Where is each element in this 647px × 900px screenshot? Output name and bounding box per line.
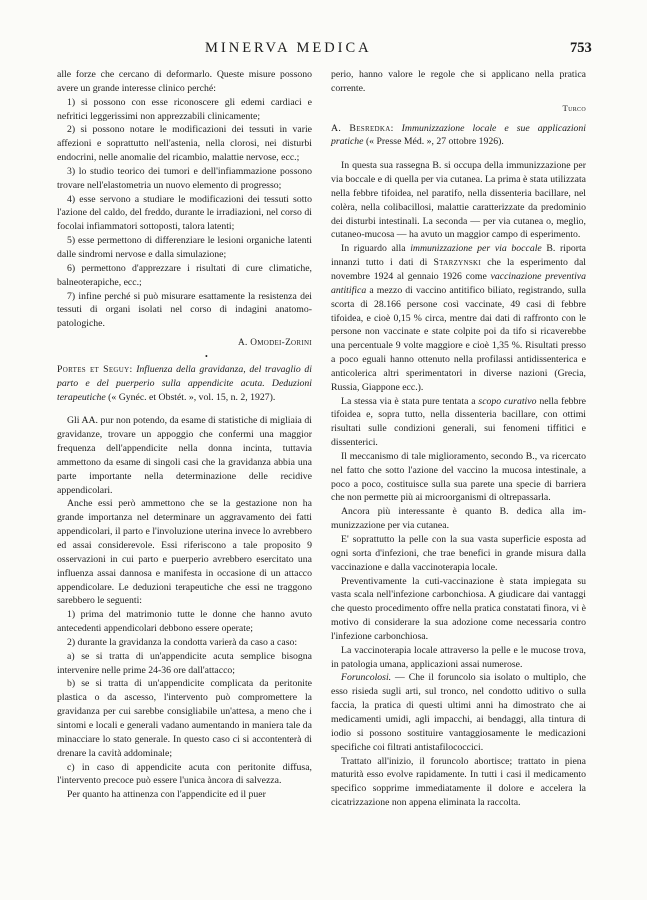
author-signature: A. Omodei-Zorini — [237, 338, 312, 349]
article-reference: (« Gynéc. et Obstét. », vol. 15, n. 2, 1927). — [108, 391, 276, 403]
list-item: 4) esse servono a studiare le modificazioni dei tessuti sotto l'azione del caldo, del freddo, durante le irradiazioni, nel corso di focolai infiammatori sottoposti, talora latenti; — [57, 193, 312, 233]
paragraph: La vaccinoterapia locale attraverso la pelle e le mucose trova, in patologia umana, applicazioni assai numerose. — [331, 644, 586, 670]
list-item: 3) lo studio teorico dei tumori e dell'infiammazione possono trovare nell'elastometria un nuovo elemento di progresso; — [57, 165, 312, 191]
article-title: Immunizzazione locale e sue applicazioni pratiche — [331, 122, 586, 148]
list-item: c) in caso di appendicite acuta con peritonite diffusa, l'intervento precoce può essere l'unica àncora di salvezza. — [57, 761, 312, 787]
list-item: 6) permettono d'apprezzare i risultati di cure climatiche, balneoterapiche, ecc.; — [57, 262, 312, 288]
list-item: 5) esse permettono di differenziare le lesioni organiche latenti dalle sindromi nervose e dalla simulazione; — [57, 235, 312, 260]
paragraph: Foruncolosi. — Che il foruncolo sia isolato o multiplo, che esso risieda sugli arti, sul tronco, nel condotto uditivo o sulla faccia, la pratica di questi ultimi anni ha dimostrato che ai medicamenti umidi, agli impacchi, ai bendaggi, alla tintura di iodio si possono sostituire vantaggiosamente le medicazioni specifiche coi filtrati antistafilococcici. — [331, 672, 586, 753]
print-speck: • — [205, 352, 208, 361]
paragraph: La stessa via è stata pure tentata a scopo curativo nella febbre tifoidea e, sopra tutto, nella dissenteria bacillare, con ottimi risultati sulle condizioni generali, sui fenomeni tiffitici e dissenterici. — [331, 395, 586, 449]
article-reference: (« Presse Méd. », 27 ottobre 1926). — [365, 136, 504, 148]
paragraph: Anche essi però ammettono che se la gestazione non ha grande importanza nel determinare un aggravamento dei fatti appendicolari, il parto e l'involuzione uterina invece lo avrebbero ed assai considerevole. Essi riferiscono a tale proposito 9 osservazioni in cui parto e puerperio avrebbero esercitato una influenza assai dannosa e manifesta in occasione di un attacco appendicolare. Le deduzioni terapeutiche che essi ne traggono sarebbero le seguenti: — [57, 498, 312, 607]
list-item: 1) si possono con esse riconoscere gli edemi cardiaci e nefritici leggerissimi non apprezzabili clinicamente; — [57, 96, 312, 122]
list-item: a) se si tratta di un'appendicite acuta semplice bisogna intervenire nelle prime 24-36 ore dall'attacco; — [57, 650, 312, 676]
page-header — [0, 40, 647, 60]
paragraph: In riguardo alla immunizzazione per via boccale B. riporta innanzi tutto i dati di Starzynski che la esperimento dal novembre 1924 al gennaio 1926 come vaccinazione preventiva antitifica a mezzo di vaccino antitifico biliato, registrando, sulla scorta di 28.166 persone così vaccinate, 49 casi di febbre tifoidea, e cioè 0,15 % circa, mentre dai dati di raffronto con le persone non vaccinate e state colpite poi da tifo si ricaverebbe una percentuale 9 volte maggiore e cioè 1,35 %. Risultati presso a poco eguali hanno ottenuto nella profilassi antidissenterica e anticolerica altri sperimentatori in diverse nazioni (Grecia, Russia, Giappone ecc.). — [331, 243, 587, 393]
journal-title: MINERVA MEDICA — [205, 40, 372, 56]
article-heading — [331, 122, 586, 150]
paragraph: In questa sua rassegna B. si occupa della immunizzazione per via boccale e di quella per via cutanea. La prima è stata utilizzata nella febbre tifoidea, nel paratifo, nella dissenteria bacillare, nel colèra, nella colibacillosi, malattie caratterizzate da predominio dei disturbi intestinali. La seconda — per via cutanea o, meglio, cutaneo-mucosa — ha avuto un maggior campo di esperimento. — [331, 160, 586, 241]
list-item: 2) durante la gravidanza la condotta varierà da caso a caso: — [67, 636, 298, 648]
paragraph: Ancora più interessante è quanto B. dedica alla immunizzazione per via cutanea. — [331, 506, 586, 532]
paragraph: Il meccanismo di tale miglioramento, secondo B., va ricercato nel fatto che sotto l'azione del vaccino la mucosa intestinale, a poco a poco, costituisce sulla sua parete una specie di barriera che non permette più ai microorganismi di oltrepassarla. — [331, 450, 586, 504]
article-authors: A. Besredka: — [331, 122, 394, 134]
author-signature: Turco — [562, 102, 586, 113]
paragraph: Trattato all'inizio, il foruncolo abortisce; trattato in piena maturità esso evolve rapidamente. In tutti i casi il medicamento specifico sopprime immediatamente il dolore e accelera la cicatrizzazione non appena eliminata la raccolta. — [331, 755, 586, 809]
paragraph: alle forze che cercano di deformarlo. Queste misure possono avere un grande interesse clinico perché: — [57, 69, 312, 94]
article-title: Influenza della gravidanza, del travaglio di parto e del puerperio sulla appendicite acuta. Deduzioni terapeutiche — [57, 363, 312, 403]
list-item: b) se si tratta di un'appendicite complicata da peritonite plastica o da ascesso, l'intervento può compromettere la gravidanza per cui sarebbe consigliabile un'attesa, a meno che i sintomi e locali e generali vadano aumentando in maniera tale da minacciare lo stato generale. In questo caso ci si accontenterà di drenare la cavità addominale; — [57, 678, 312, 759]
right-column — [331, 68, 586, 810]
article-heading — [57, 363, 312, 405]
list-item: 1) prima del matrimonio tutte le donne che hanno avuto antecedenti appendicolari debbono essere operate; — [57, 609, 312, 635]
list-item: 2) si possono notare le modificazioni dei tessuti in varie affezioni e soprattutto nell'astenia, nella clorosi, nei disturbi endocrini, nelle anomalie del ricambio, malattie nervose, ecc.; — [57, 124, 312, 164]
paragraph: Gli AA. pur non potendo, da esame di statistiche di migliaia di gravidanze, trovare un appoggio che confermi una maggior frequenza dell'appendicite nella donna incinta, tuttavia ammettono da esame di singoli casi che la gravidanza abbia una parte importante nella determinazione delle recidive appendicolari. — [57, 415, 312, 496]
left-column — [57, 68, 312, 802]
paragraph: E' soprattutto la pelle con la sua vasta superficie esposta ad ogni sorta d'infezioni, che trae benefici in grande misura dalla vaccinazione e dalla vaccinoterapia locale. — [331, 534, 586, 573]
page-number: 753 — [570, 40, 592, 56]
paragraph: Preventivamente la cuti-vaccinazione è stata impiegata su vasta scala nell'infezione carbonchiosa. A giudicare dai vantaggi che questo procedimento offre nella pratica constatati finora, vi è motivo di considerare la sua adozione come necessaria contro l'infezione carbonchiosa. — [331, 575, 586, 642]
article-authors: Portes et Seguy: — [57, 363, 133, 375]
paragraph: perio, hanno valore le regole che si applicano nella pratica corrente. — [331, 69, 586, 94]
paragraph: Per quanto ha attinenza con l'appendicite ed il puer — [67, 789, 266, 801]
list-item: 7) infine perché si può misurare esattamente la resistenza dei tessuti di organi isolati nel corso di indagini anatomo-patologiche. — [57, 290, 312, 330]
